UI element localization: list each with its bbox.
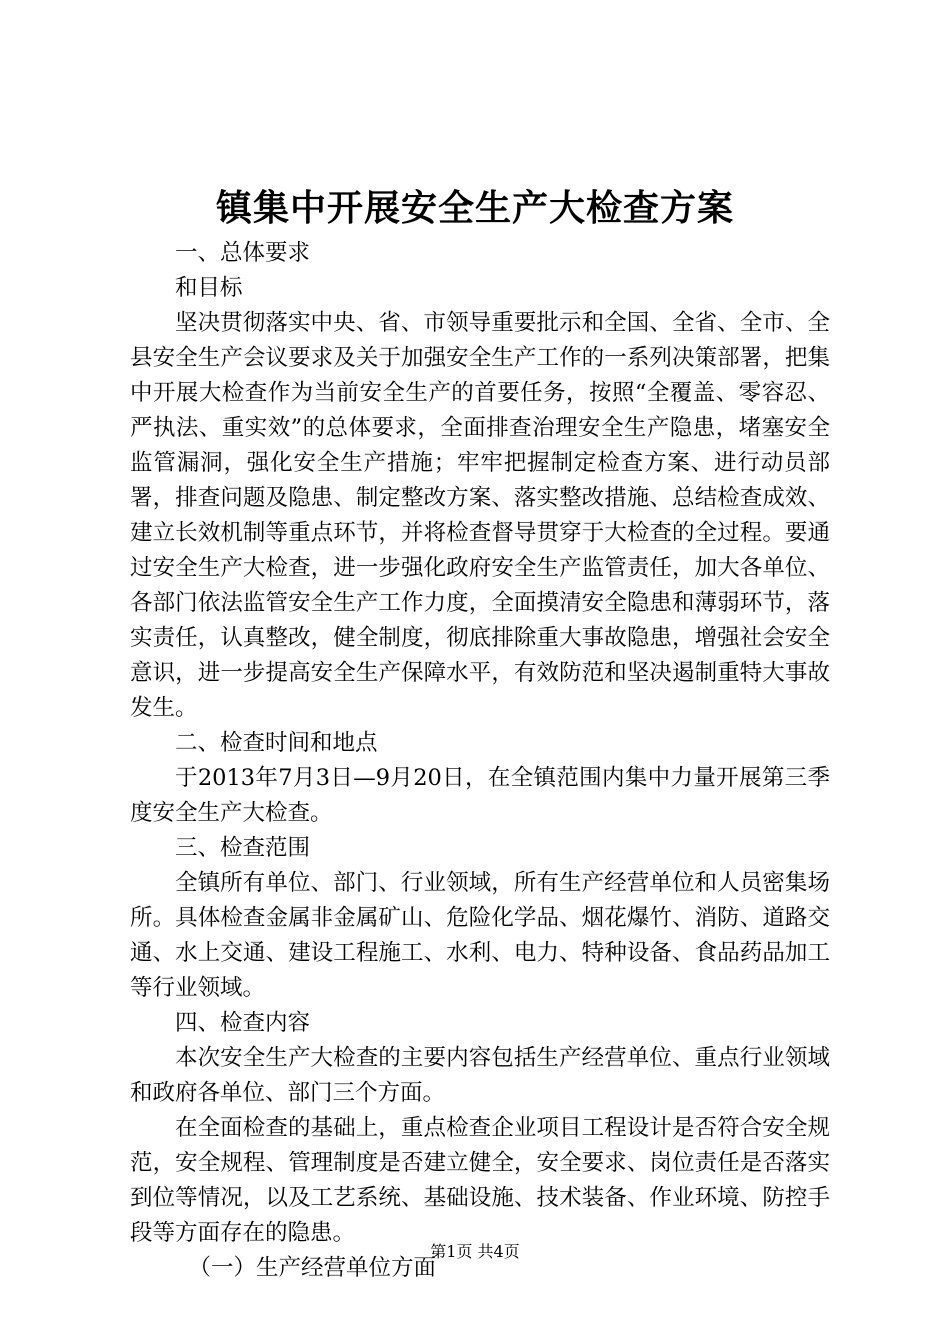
paragraph-content-intro: 本次安全生产大检查的主要内容包括生产经营单位、重点行业领域和政府各单位、部门三个方面。 bbox=[130, 1045, 830, 1106]
section-heading-4: 四、检查内容 bbox=[175, 1010, 311, 1036]
paragraph-goals: 坚决贯彻落实中央、省、市领导重要批示和全国、全省、全市、全县安全生产会议要求及关于加强安全生产工作的一系列决策部署，把集中开展大检查作为当前安全生产的首要任务，按照“全覆盖、零容忍、严执法、重实效”的总体要求，全面排查治理安全生产隐患，堵塞安全监管漏洞，强化安全生产措施；牢牢把握制定检查方案、进行动员部署，排查问题及隐患、制定整改方案、落实整改措施、总结检查成效、建立长效机制等重点环节，并将检查督导贯穿于大检查的全过程。要通过安全生产大检查，进一步强化政府安全生产监管责任，加大各单位、各部门依法监管安全生产工作力度，全面摸清安全隐患和薄弱环节，落实责任，认真整改，健全制度，彻底排除重大事故隐患，增强社会安全意识，进一步提高安全生产保障水平，有效防范和坚决遏制重特大事故发生。 bbox=[130, 310, 830, 721]
subsection-heading-1: （一）生产经营单位方面 bbox=[188, 1255, 437, 1281]
section-heading-3: 三、检查范围 bbox=[175, 835, 311, 861]
section-heading-1: 一、总体要求 bbox=[175, 240, 311, 266]
document-title: 镇集中开展安全生产大检查方案 bbox=[215, 187, 734, 229]
page-footer: 第1页 共4页 bbox=[430, 1242, 520, 1261]
paragraph-content-detail: 在全面检查的基础上，重点检查企业项目工程设计是否符合安全规范，安全规程、管理制度是否建立健全，安全要求、岗位责任是否落实到位等情况，以及工艺系统、基础设施、技术装备、作业环境、防控手段等方面存在的隐患。 bbox=[130, 1115, 830, 1246]
section-heading-2: 二、检查时间和地点 bbox=[175, 730, 378, 756]
section-heading-1-cont: 和目标 bbox=[175, 275, 243, 301]
paragraph-scope: 全镇所有单位、部门、行业领域，所有生产经营单位和人员密集场所。具体检查金属非金属矿山、危险化学品、烟花爆竹、消防、道路交通、水上交通、建设工程施工、水利、电力、特种设备、食品药品加工等行业领域。 bbox=[130, 870, 830, 1001]
document-body bbox=[130, 236, 830, 1286]
paragraph-time-place: 于2013年7月3日—9月20日，在全镇范围内集中力量开展第三季度安全生产大检查。 bbox=[130, 765, 830, 826]
